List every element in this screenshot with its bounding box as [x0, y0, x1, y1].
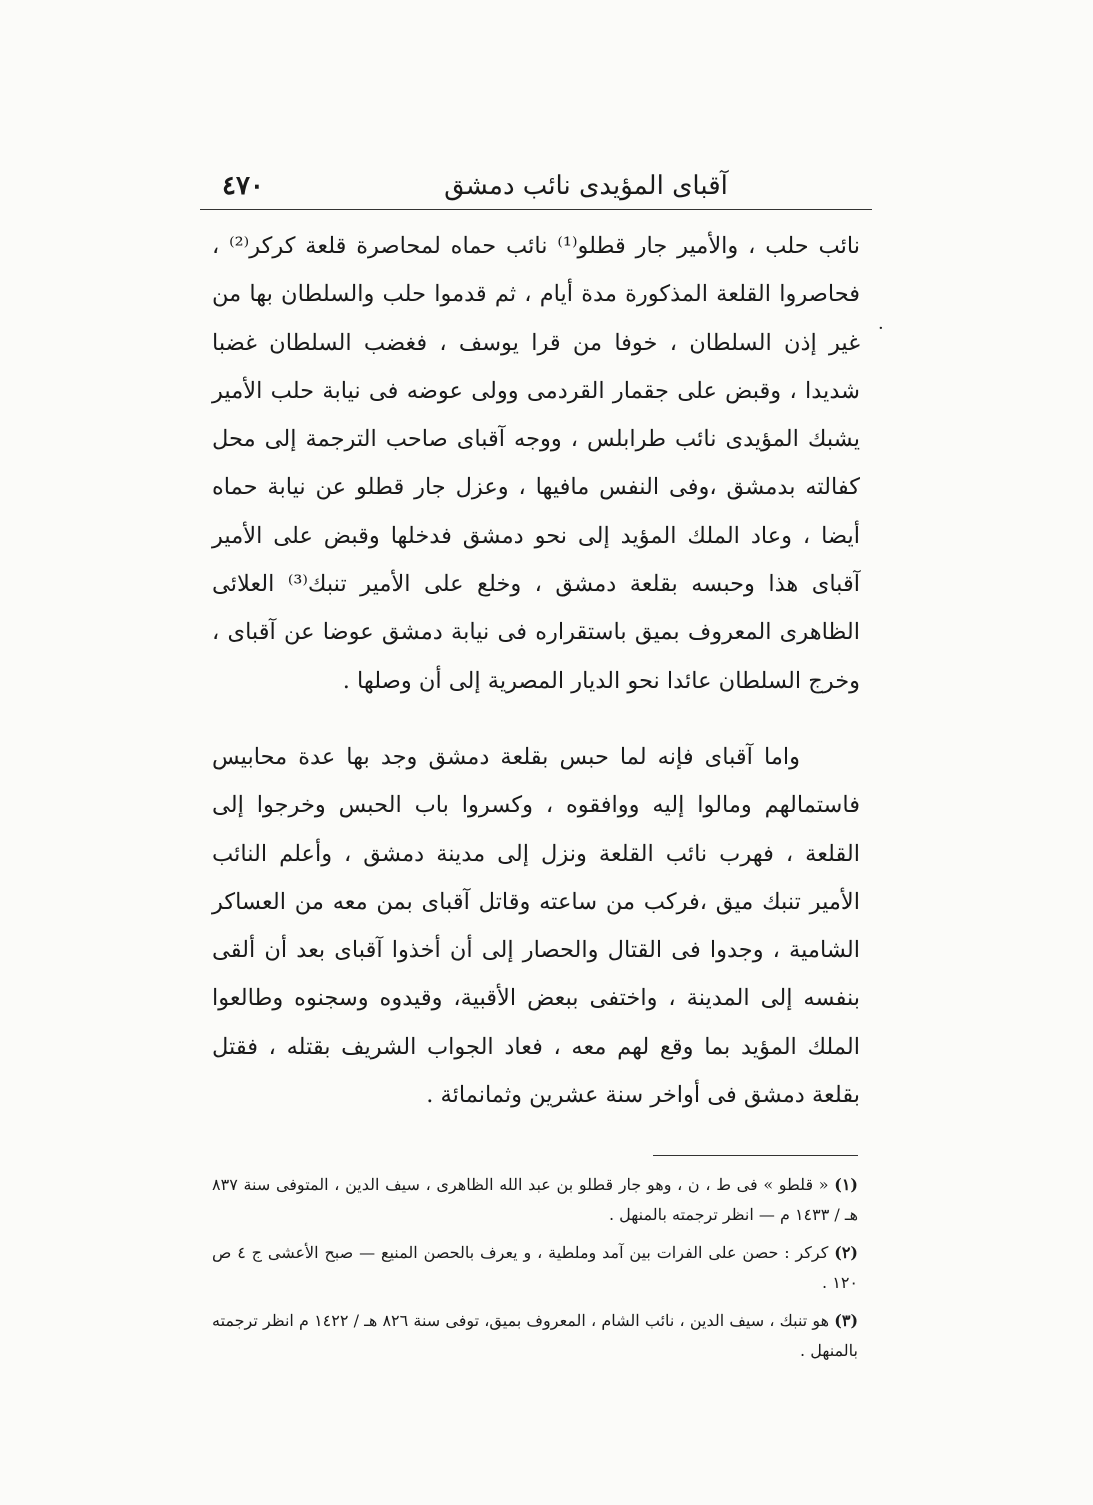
- page-number: ٤٧٠: [222, 171, 264, 201]
- footnote-mark: (٢): [834, 1243, 858, 1263]
- main-text: [200, 222, 872, 1119]
- margin-dot: ·: [878, 318, 884, 339]
- book-page: [200, 165, 872, 1374]
- footnote-mark: (١): [834, 1175, 858, 1195]
- footnote-text: كركر : حصن على الفرات بين آمد وملطية ، و يعرف بالحصن المنيع — صبح الأعشى ج ٤ ص ١٢٠ .: [212, 1243, 858, 1293]
- footnote-text: « قلطو » فى ط ، ن ، وهو جار قطلو بن عبد الله الظاهرى ، سيف الدين ، المتوفى سنة ٨٣٧ هـ / ١٤٣٣ م — انظر ترجمته بالمنهل .: [212, 1175, 858, 1225]
- paragraph: نائب حلب ، والأمير جار قطلو⁽¹⁾ نائب حماه لمحاصرة قلعة كركر⁽²⁾ ، فحاصروا القلعة المذكورة مدة أيام ، ثم قدموا حلب والسلطان بها من غير إذن السلطان ، خوفا من قرا يوسف ، فغضب السلطان غضبا شديدا ، وقبض على جقمار القردمى وولى عوضه فى نيابة حلب الأمير يشبك المؤيدى نائب طرابلس ، ووجه آقباى صاحب الترجمة إلى محل كفالته بدمشق ،وفى النفس مافيها ، وعزل جار قطلو عن نيابة حماه أيضا ، وعاد الملك المؤيد إلى نحو دمشق فدخلها وقبض على الأمير آقباى هذا وحبسه بقلعة دمشق ، وخلع على الأمير تنبك⁽³⁾ العلائى الظاهرى المعروف بميق باستقراره فى نيابة دمشق عوضا عن آقباى ، وخرج السلطان عائدا نحو الديار المصرية إلى أن وصلها .: [212, 233, 860, 694]
- running-title: آقباى المؤيدى نائب دمشق: [444, 171, 728, 201]
- paragraph: واما آقباى فإنه لما حبس بقلعة دمشق وجد بها عدة محابيس فاستمالهم ومالوا إليه ووافقوه ، وكسروا باب الحبس وخرجوا إلى القلعة ، فهرب نائب القلعة ونزل إلى مدينة دمشق ، وأعلم النائب الأمير تنبك ميق ،فركب من ساعته وقاتل آقباى بمن معه من العساكر الشامية ، وجدوا فى القتال والحصار إلى أن أخذوا آقباى بعد أن ألقى بنفسه إلى المدينة ، واختفى ببعض الأقبية، وقيدوه وسجنوه وطالعوا الملك المؤيد بما وقع لهم معه ، فعاد الجواب الشريف بقتله ، فقتل بقلعة دمشق فى أواخر سنة عشرين وثمانمائة .: [212, 743, 860, 1109]
- footnotes: [200, 1170, 872, 1366]
- page-header: [200, 165, 872, 210]
- footnote: [212, 1170, 858, 1230]
- footnote-text: هو تنبك ، سيف الدين ، نائب الشام ، المعروف بميق، توفى سنة ٨٢٦ هـ / ١٤٢٢ م انظر ترجمته بالمنهل .: [212, 1311, 858, 1361]
- footnote: [212, 1306, 858, 1366]
- footnote: [212, 1238, 858, 1298]
- footnote-divider: [653, 1155, 858, 1156]
- footnote-mark: (٣): [834, 1311, 859, 1331]
